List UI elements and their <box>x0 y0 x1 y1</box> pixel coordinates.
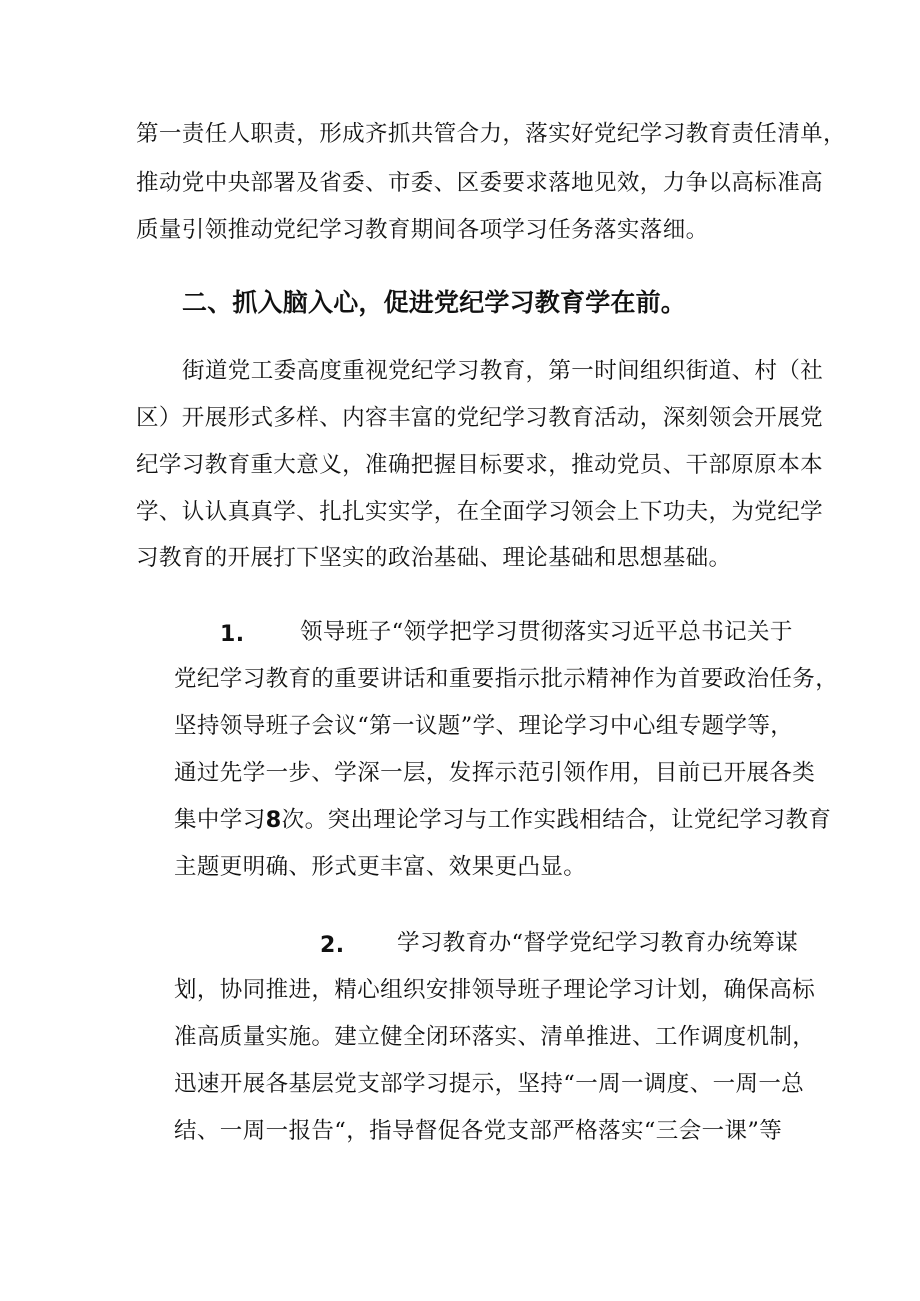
section-heading: 二、抓入脑入心，促进党纪学习教育学在前。 <box>182 288 687 317</box>
intro-line-3: 质量引领推动党纪学习教育期间各项学习任务落实落细。 <box>136 217 709 243</box>
item1-line-3: 坚持领导班子会议“第一议题”学、理论学习中心组专题学等， <box>174 713 794 739</box>
item1-line-2: 党纪学习教育的重要讲话和重要指示批示精神作为首要政治任务， <box>174 666 839 692</box>
item1-first-line: 领导班子“领学把学习贯彻落实习近平总书记关于 <box>300 619 793 645</box>
section2-line-5: 习教育的开展打下坚实的政治基础、理论基础和思想基础。 <box>136 545 732 571</box>
item1-count-suffix: 次。突出理论学习与工作实践相结合，让党纪学习教育 <box>281 807 832 833</box>
item2-line-2: 划，协同推进，精心组织安排领导班子理论学习计划，确保高标 <box>174 977 816 1003</box>
intro-line-1: 第一责任人职责，形成齐抓共管合力，落实好党纪学习教育责任清单， <box>136 121 846 147</box>
section2-line-2: 区）开展形式多样、内容丰富的党纪学习教育活动，深刻领会开展党 <box>136 405 824 431</box>
item1-number: 1. <box>220 622 245 647</box>
item2-line-3: 准高质量实施。建立健全闭环落实、清单推进、工作调度机制， <box>174 1024 816 1050</box>
item2-first-line: 学习教育办“督学党纪学习教育办统筹谋 <box>397 930 799 956</box>
section2-line-1: 街道党工委高度重视党纪学习教育，第一时间组织街道、村（社 <box>182 358 824 384</box>
section2-line-4: 学、认认真真学、扎扎实实学，在全面学习领会上下功夫，为党纪学 <box>136 499 824 525</box>
item2-line-5: 结、一周一报告“，指导督促各党支部严格落实“三会一课”等 <box>174 1118 783 1144</box>
item1-line-6: 主题更明确、形式更丰富、效果更凸显。 <box>174 854 587 880</box>
item1-line-5 <box>174 804 831 836</box>
item1-count-value: 8 <box>265 807 282 833</box>
item1-count-prefix: 集中学习 <box>174 807 266 833</box>
item2-line-4: 迅速开展各基层党支部学习提示，坚持“一周一调度、一周一总 <box>174 1071 805 1097</box>
item1-line-4: 通过先学一步、学深一层，发挥示范引领作用，目前已开展各类 <box>174 760 816 786</box>
section2-line-3: 纪学习教育重大意义，准确把握目标要求，推动党员、干部原原本本 <box>136 452 824 478</box>
intro-line-2: 推动党中央部署及省委、市委、区委要求落地见效，力争以高标准高 <box>136 170 824 196</box>
item2-number: 2. <box>320 933 345 958</box>
